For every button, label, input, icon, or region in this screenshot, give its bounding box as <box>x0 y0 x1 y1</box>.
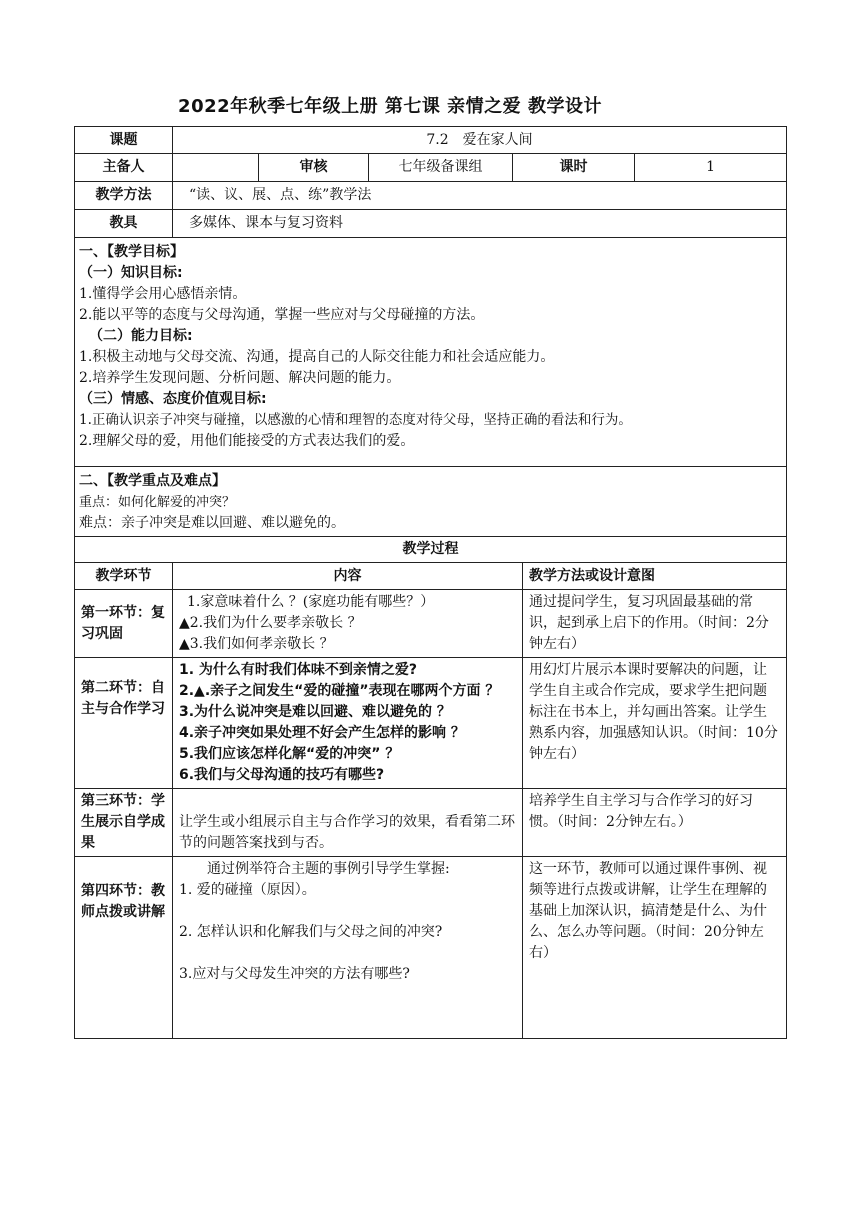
method-cell: 通过提问学生，复习巩固最基础的常识，起到承上启下的作用。（时间：2分钟左右） <box>523 590 787 658</box>
review-value: 七年级备课组 <box>369 154 513 182</box>
ability-item: 1.积极主动地与父母交流、沟通，提高自己的人际交往能力和社会适应能力。 <box>79 349 555 365</box>
content-line: 通过例举符合主题的事例引导学生掌握: <box>207 861 450 877</box>
content-line: 1. 为什么有时我们体味不到亲情之爱? <box>179 662 418 678</box>
content-line: 3.应对与父母发生冲突的方法有哪些? <box>179 966 410 982</box>
content-line: ▲3.我们如何孝亲敬长 ？ <box>179 636 334 652</box>
ability-heading: （二）能力目标: <box>89 328 193 344</box>
content-line: ▲2.我们为什么要孝亲敬长 ？ <box>179 615 362 631</box>
content-line: 1. 爱的碰撞（原因）。 <box>179 882 316 898</box>
emotion-item: 1.正确认识亲子冲突与碰撞，以感激的心情和理智的态度对待父母，坚持正确的看法和行为。 <box>79 412 632 428</box>
knowledge-item: 1.懂得学会用心感悟亲情。 <box>79 286 247 302</box>
step-name: 第一环节：复习巩固 <box>81 604 165 642</box>
process-table <box>74 562 787 1039</box>
content-cell <box>173 590 523 658</box>
topic-value: 7.2 爱在家人间 <box>173 127 787 154</box>
topic-label: 课题 <box>75 127 173 154</box>
preparer-value <box>173 154 259 182</box>
objectives-section <box>75 238 787 467</box>
table-row <box>75 658 787 789</box>
method-cell: 用幻灯片展示本课时要解决的问题，让学生自主或合作完成，要求学生把问题标注在书本上，并勾画出答案。让学生熟系内容，加强感知认识。（时间：10分钟左右） <box>523 658 787 789</box>
emotion-item: 2.理解父母的爱，用他们能接受的方式表达我们的爱。 <box>79 433 415 449</box>
method-value: “读、议、展、点、练”教学法 <box>173 182 787 210</box>
review-label: 审核 <box>259 154 369 182</box>
hours-value: 1 <box>635 154 787 182</box>
content-line: 4.亲子冲突如果处理不好会产生怎样的影响 ？ <box>179 725 465 741</box>
step-cell <box>75 590 173 658</box>
focus-text: 重点：如何化解爱的冲突？ <box>79 495 236 510</box>
lesson-plan <box>74 126 786 1039</box>
content-line: 2. 怎样认识和化解我们与父母之间的冲突? <box>179 924 443 940</box>
difficulty-text: 难点：亲子冲突是难以回避、难以避免的。 <box>79 515 345 531</box>
content-line: 3.为什么说冲突是难以回避、难以避免的 ？ <box>179 704 451 720</box>
step-name: 第四环节：教师点拨或讲解 <box>81 883 165 920</box>
process-heading: 教学过程 <box>75 537 787 563</box>
ability-item: 2.培养学生发现问题、分析问题、解决问题的能力。 <box>79 370 401 386</box>
table-row <box>75 857 787 1039</box>
content-line: 6.我们与父母沟通的技巧有哪些? <box>179 767 385 783</box>
knowledge-item: 2.能以平等的态度与父母沟通，掌握一些应对与父母碰撞的方法。 <box>79 307 485 323</box>
step-name: 第二环节：自主与合作学习 <box>81 680 165 717</box>
content-cell <box>173 658 523 789</box>
method-label: 教学方法 <box>75 182 173 210</box>
key-points-heading: 二、【教学重点及难点】 <box>79 473 226 489</box>
objectives-heading: 一、【教学目标】 <box>79 244 184 260</box>
content-line: 1.家意味着什么 ？(家庭功能有哪些？） <box>187 594 435 610</box>
col-step-header: 教学环节 <box>75 563 173 590</box>
content-line: 2.▲.亲子之间发生“爱的碰撞”表现在哪两个方面 ？ <box>179 683 500 699</box>
tools-value: 多媒体、课本与复习资料 <box>173 210 787 238</box>
preparer-label: 主备人 <box>75 154 173 182</box>
document-title: 2022年秋季七年级上册 第七课 亲情之爱 教学设计 <box>178 96 602 117</box>
content-cell <box>173 857 523 1039</box>
tools-label: 教具 <box>75 210 173 238</box>
method-cell: 这一环节，教师可以通过课件事例、视频等进行点拨或讲解，让学生在理解的基础上加深认识，搞清楚是什么、为什么、怎么办等问题。（时间：20分钟左右） <box>523 857 787 1039</box>
lesson-plan-main <box>74 126 787 563</box>
step-cell <box>75 658 173 789</box>
col-method-header: 教学方法或设计意图 <box>523 563 787 590</box>
step-name: 第三环节：学生展示自学成果 <box>81 793 165 851</box>
table-row <box>75 789 787 857</box>
key-points-section <box>75 467 787 537</box>
hours-label: 课时 <box>513 154 635 182</box>
content-cell <box>173 789 523 857</box>
knowledge-heading: （一）知识目标: <box>79 265 183 281</box>
table-row <box>75 590 787 658</box>
col-content-header: 内容 <box>173 563 523 590</box>
content-line: 让学生或小组展示自主与合作学习的效果，看看第二环节的问题答案找到与否。 <box>179 814 515 851</box>
method-cell: 培养学生自主学习与合作学习的好习惯。（时间：2分钟左右。） <box>523 789 787 857</box>
emotion-heading: （三）情感、态度价值观目标: <box>79 391 267 407</box>
step-cell <box>75 789 173 857</box>
content-line: 5.我们应该怎样化解“爱的冲突” ？ <box>179 746 400 762</box>
step-cell <box>75 857 173 1039</box>
